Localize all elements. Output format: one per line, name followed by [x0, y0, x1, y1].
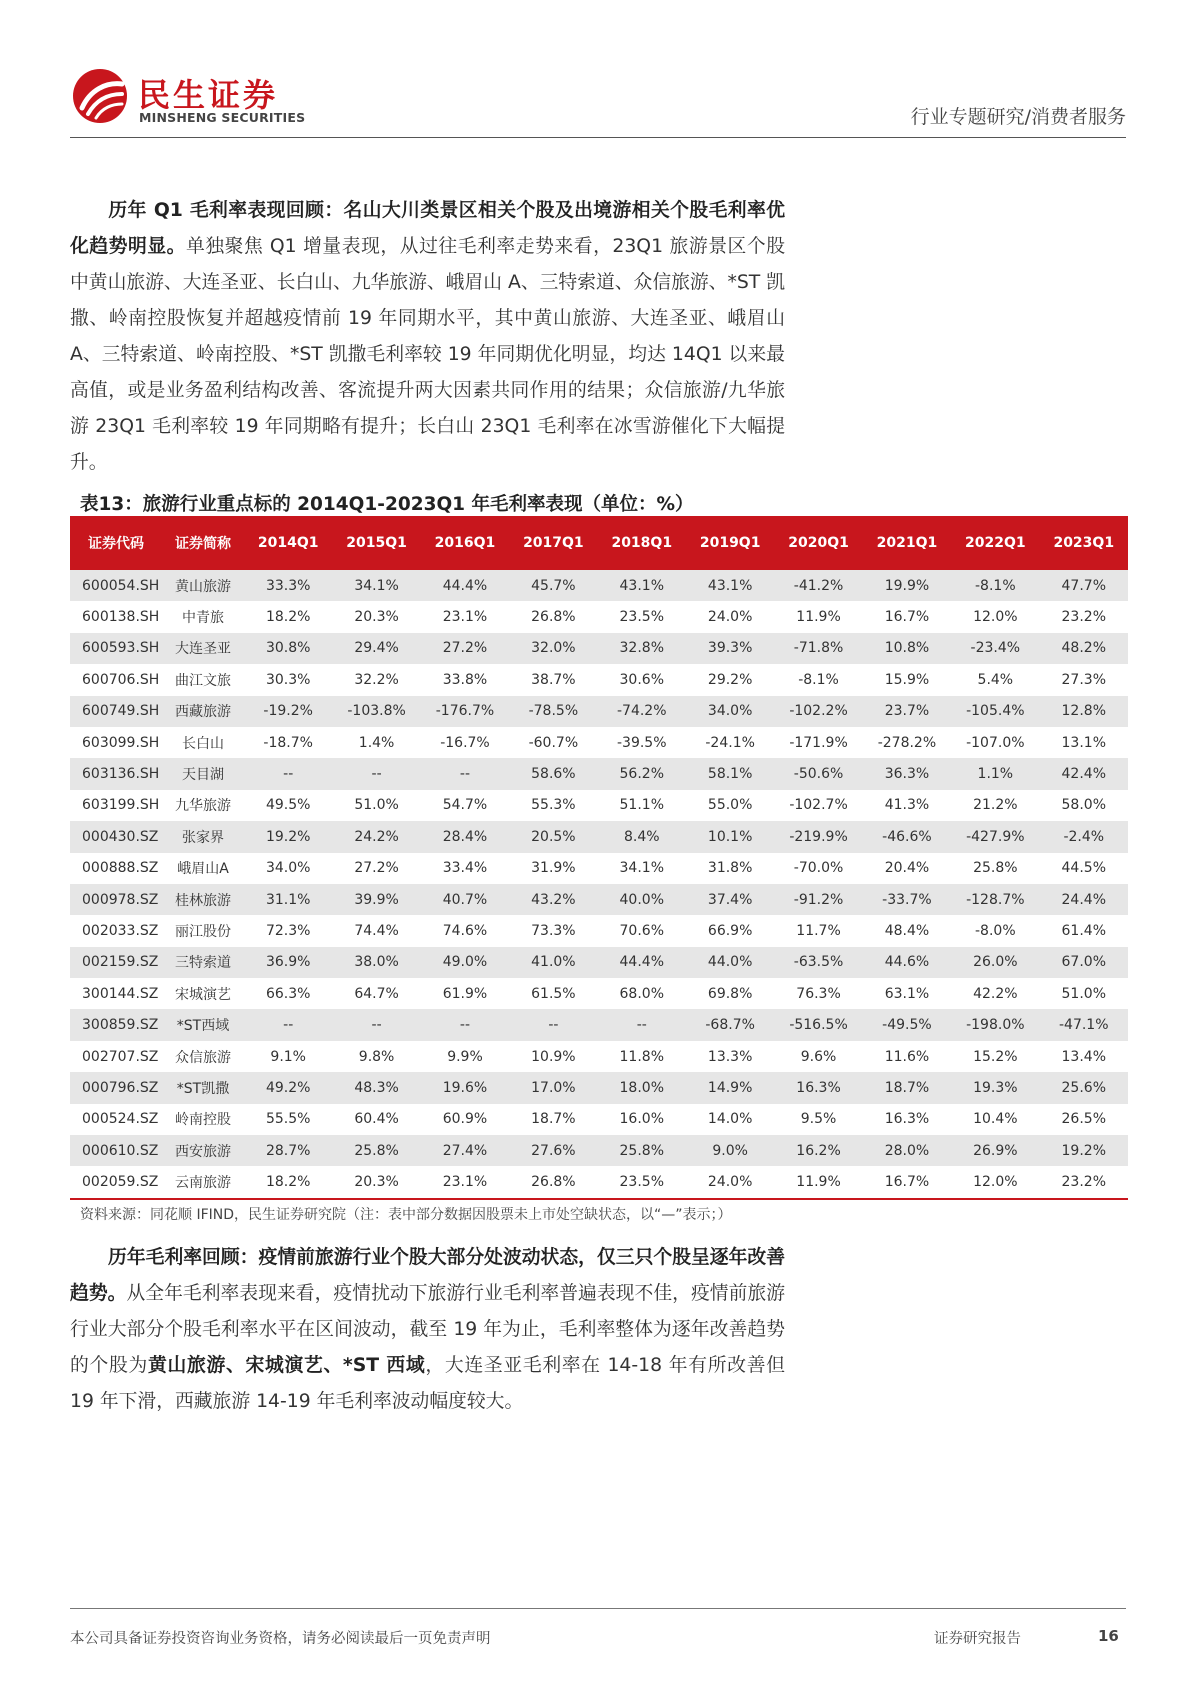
stock-name-cell: 曲江文旅 [175, 672, 231, 689]
stock-name-cell: *ST西域 [162, 1009, 244, 1040]
margin-value-cell: 28.4% [421, 821, 509, 852]
margin-value-cell: 11.9% [774, 1166, 862, 1198]
margin-value-cell: -8.0% [975, 922, 1016, 939]
margin-value-cell: 63.1% [884, 985, 930, 1002]
margin-value-cell: 23.2% [1061, 609, 1106, 626]
column-header: 证券简称 [162, 516, 244, 570]
margin-value-cell: 55.3% [531, 797, 576, 814]
stock-code-cell: 600593.SH [70, 633, 162, 664]
margin-value-cell: 25.8% [332, 1135, 420, 1166]
margin-value-cell: 39.3% [686, 633, 774, 664]
margin-value-cell: 26.8% [509, 1166, 597, 1198]
margin-value-cell: 23.1% [421, 1166, 509, 1198]
margin-value-cell: 40.0% [598, 884, 686, 915]
stock-code-cell: 000430.SZ [70, 821, 162, 852]
paragraph-highlight: 黄山旅游、宋城演艺、*ST 西域 [147, 1355, 426, 1376]
stock-code-cell: 000796.SZ [70, 1072, 162, 1103]
stock-name-cell: 丽江股份 [175, 923, 231, 940]
margin-value-cell: 45.7% [509, 570, 597, 601]
margin-value-cell: 61.4% [1061, 922, 1106, 939]
margin-value-cell: -102.2% [774, 696, 862, 727]
margin-value-cell: -63.5% [774, 947, 862, 978]
paragraph-lead: 历年毛利率回顾：疫情前旅游行业个股大部分处波动状态，仅三只个股呈逐年改善趋势。 [70, 1247, 785, 1304]
table-row [70, 1072, 1128, 1103]
table-row [70, 1041, 1128, 1072]
report-category: 行业专题研究/消费者服务 [910, 106, 1126, 128]
margin-value-cell: 10.1% [686, 821, 774, 852]
margin-value-cell: -- [421, 1009, 509, 1040]
margin-value-cell: 23.5% [619, 609, 664, 626]
margin-value-cell: -8.1% [951, 570, 1039, 601]
paragraph-body: 从全年毛利率表现来看，疫情扰动下旅游行业毛利率普遍表现不佳，疫情前旅游行业大部分个股毛利率水平在区间波动，截至 19 年为止，毛利率整体为逐年改善趋势的个股为 [70, 1283, 786, 1376]
table-row [70, 664, 1128, 695]
margin-value-cell: -198.0% [951, 1009, 1039, 1040]
margin-value-cell: 42.2% [973, 985, 1018, 1002]
margin-value-cell: 14.0% [707, 1111, 753, 1128]
stock-code-cell: 603099.SH [82, 734, 160, 751]
table-header-row [70, 516, 1128, 570]
margin-value-cell: 76.3% [796, 985, 841, 1002]
margin-value-cell: 34.1% [332, 570, 420, 601]
paragraph-annual-review [70, 1240, 785, 1420]
stock-code-cell: 002033.SZ [82, 922, 159, 939]
margin-value-cell: 31.1% [244, 884, 332, 915]
margin-value-cell: 12.0% [951, 1166, 1039, 1198]
margin-value-cell: 9.1% [270, 1048, 306, 1065]
margin-value-cell: 38.0% [332, 947, 420, 978]
margin-value-cell: 16.3% [884, 1111, 930, 1128]
margin-value-cell: 18.7% [863, 1072, 951, 1103]
stock-name-cell: 桂林旅游 [162, 884, 244, 915]
margin-value-cell: 30.8% [244, 633, 332, 664]
margin-value-cell: 33.8% [442, 671, 488, 688]
margin-value-cell: 58.0% [1061, 797, 1106, 814]
margin-value-cell: 19.6% [421, 1072, 509, 1103]
margin-value-cell: -8.1% [798, 671, 839, 688]
stock-code-cell: 600706.SH [82, 671, 160, 688]
margin-value-cell: -176.7% [421, 696, 509, 727]
margin-value-cell: -278.2% [877, 734, 937, 751]
stock-code-cell: 000888.SZ [82, 860, 159, 877]
margin-value-cell: 18.0% [598, 1072, 686, 1103]
margin-value-cell: 29.2% [707, 671, 753, 688]
margin-value-cell: 27.6% [509, 1135, 597, 1166]
stock-code-cell: 000978.SZ [70, 884, 162, 915]
column-header: 2023Q1 [1040, 516, 1128, 570]
margin-value-cell: 32.8% [598, 633, 686, 664]
margin-value-cell: 34.0% [686, 696, 774, 727]
footer-divider [70, 1608, 1126, 1609]
stock-name-cell: 西安旅游 [162, 1135, 244, 1166]
margin-value-cell: 13.1% [1061, 734, 1106, 751]
stock-code-cell: 600054.SH [70, 570, 162, 601]
margin-value-cell: 23.1% [442, 609, 488, 626]
stock-code-cell: 603136.SH [70, 758, 162, 789]
table-row [70, 601, 1128, 632]
table-row [70, 727, 1128, 758]
margin-value-cell: 31.8% [707, 860, 753, 877]
margin-value-cell: 11.9% [796, 609, 841, 626]
margin-value-cell: -78.5% [509, 696, 597, 727]
margin-value-cell: 44.0% [686, 947, 774, 978]
margin-value-cell: -74.2% [598, 696, 686, 727]
margin-value-cell: 25.8% [598, 1135, 686, 1166]
stock-code-cell: 300144.SZ [82, 985, 159, 1002]
margin-value-cell: 54.7% [442, 797, 488, 814]
margin-value-cell: 13.4% [1061, 1048, 1106, 1065]
margin-value-cell: -- [332, 758, 420, 789]
margin-value-cell: 23.5% [598, 1166, 686, 1198]
margin-value-cell: 32.0% [509, 633, 597, 664]
margin-value-cell: -60.7% [528, 734, 579, 751]
stock-name-cell: 宋城演艺 [175, 986, 231, 1003]
margin-value-cell: 72.3% [265, 922, 311, 939]
margin-value-cell: 26.8% [531, 609, 576, 626]
margin-value-cell: 66.3% [265, 985, 311, 1002]
margin-value-cell: 17.0% [509, 1072, 597, 1103]
margin-value-cell: -70.0% [793, 860, 844, 877]
margin-value-cell: 8.4% [598, 821, 686, 852]
margin-value-cell: 43.1% [686, 570, 774, 601]
table-row [70, 790, 1128, 821]
margin-value-cell: -128.7% [951, 884, 1039, 915]
stock-name-cell: 西藏旅游 [162, 696, 244, 727]
stock-code-cell: 000610.SZ [70, 1135, 162, 1166]
margin-value-cell: -41.2% [774, 570, 862, 601]
column-header: 2016Q1 [421, 516, 509, 570]
column-header: 2015Q1 [332, 516, 420, 570]
margin-value-cell: -- [421, 758, 509, 789]
margin-value-cell: 12.0% [973, 609, 1018, 626]
margin-value-cell: 44.4% [598, 947, 686, 978]
margin-value-cell: 16.2% [774, 1135, 862, 1166]
margin-value-cell: 41.0% [509, 947, 597, 978]
margin-value-cell: 10.8% [863, 633, 951, 664]
stock-code-cell: 002059.SZ [70, 1166, 162, 1198]
paragraph-q1-review [70, 193, 785, 481]
margin-value-cell: 68.0% [619, 985, 664, 1002]
table-row [70, 1104, 1128, 1135]
margin-value-cell: 44.6% [863, 947, 951, 978]
margin-value-cell: -- [244, 1009, 332, 1040]
stock-code-cell: 603199.SH [82, 797, 160, 814]
margin-value-cell: -- [332, 1009, 420, 1040]
margin-value-cell: 47.7% [1040, 570, 1128, 601]
margin-value-cell: -68.7% [686, 1009, 774, 1040]
margin-value-cell: 1.1% [951, 758, 1039, 789]
margin-value-cell: -47.1% [1040, 1009, 1128, 1040]
table-title: 表13：旅游行业重点标的 2014Q1-2023Q1 年毛利率表现（单位：%） [80, 494, 694, 515]
margin-value-cell: -107.0% [966, 734, 1025, 751]
margin-value-cell: 13.3% [707, 1048, 753, 1065]
column-header: 证券代码 [70, 516, 162, 570]
margin-value-cell: 56.2% [598, 758, 686, 789]
margin-value-cell: -105.4% [951, 696, 1039, 727]
margin-value-cell: 19.9% [863, 570, 951, 601]
margin-value-cell: -49.5% [863, 1009, 951, 1040]
margin-value-cell: 19.2% [1040, 1135, 1128, 1166]
margin-value-cell: -24.1% [705, 734, 755, 751]
margin-value-cell: 11.7% [796, 922, 841, 939]
margin-value-cell: 34.1% [619, 860, 664, 877]
margin-value-cell: 29.4% [332, 633, 420, 664]
margin-value-cell: 28.7% [244, 1135, 332, 1166]
margin-value-cell: -2.4% [1040, 821, 1128, 852]
brand-name-cn: 民生证券 [138, 76, 279, 114]
margin-value-cell: 67.0% [1040, 947, 1128, 978]
stock-name-cell: 众信旅游 [175, 1049, 231, 1066]
margin-value-cell: 70.6% [619, 922, 664, 939]
margin-value-cell: 30.6% [619, 671, 664, 688]
margin-value-cell: 33.4% [442, 860, 488, 877]
stock-name-cell: 峨眉山A [177, 861, 229, 878]
margin-value-cell: 18.7% [531, 1111, 576, 1128]
margin-value-cell: 24.4% [1040, 884, 1128, 915]
margin-value-cell: 16.0% [619, 1111, 664, 1128]
column-header: 2020Q1 [774, 516, 862, 570]
margin-value-cell: 28.0% [863, 1135, 951, 1166]
table-row [70, 915, 1128, 946]
margin-value-cell: 61.5% [531, 985, 576, 1002]
margin-value-cell: 25.8% [973, 860, 1018, 877]
margin-value-cell: 51.0% [1061, 985, 1106, 1002]
margin-value-cell: 34.0% [265, 860, 311, 877]
margin-value-cell: 26.5% [1061, 1111, 1106, 1128]
margin-value-cell: 55.5% [265, 1111, 311, 1128]
margin-value-cell: 18.2% [265, 609, 311, 626]
margin-value-cell: -50.6% [774, 758, 862, 789]
paragraph-lead: 历年 Q1 毛利率表现回顾：名山大川类景区相关个股及出境游相关个股毛利率优化趋势明显。 [70, 200, 785, 257]
margin-value-cell: 44.4% [421, 570, 509, 601]
column-header: 2019Q1 [686, 516, 774, 570]
margin-value-cell: 16.7% [863, 1166, 951, 1198]
margin-value-cell: 16.3% [774, 1072, 862, 1103]
margin-value-cell: 43.1% [598, 570, 686, 601]
column-header: 2014Q1 [244, 516, 332, 570]
margin-value-cell: 48.3% [332, 1072, 420, 1103]
page-number: 16 [1098, 1627, 1119, 1645]
brand-name-en: MINSHENG SECURITIES [139, 110, 306, 125]
margin-value-cell: 64.7% [354, 985, 399, 1002]
margin-value-cell: 14.9% [686, 1072, 774, 1103]
margin-value-cell: 20.3% [354, 609, 399, 626]
margin-value-cell: 11.8% [619, 1048, 664, 1065]
stock-name-cell: 大连圣亚 [162, 633, 244, 664]
margin-value-cell: 31.9% [531, 860, 576, 877]
margin-value-cell: 1.4% [358, 734, 395, 751]
table-row [70, 1166, 1128, 1198]
table-row [70, 570, 1128, 601]
margin-value-cell: 49.0% [421, 947, 509, 978]
margin-value-cell: 20.4% [884, 860, 930, 877]
margin-value-cell: 40.7% [421, 884, 509, 915]
header-divider [70, 137, 1126, 138]
stock-name-cell: 九华旅游 [175, 798, 231, 815]
margin-value-cell: 48.2% [1040, 633, 1128, 664]
table-source-note: 资料来源：同花顺 IFIND，民生证券研究院（注：表中部分数据因股票未上市处空缺状态，以“—”表示；） [80, 1207, 732, 1223]
column-header: 2022Q1 [951, 516, 1039, 570]
margin-value-cell: 27.4% [421, 1135, 509, 1166]
margin-value-cell: 23.7% [863, 696, 951, 727]
margin-value-cell: -219.9% [774, 821, 862, 852]
margin-value-cell: 19.2% [244, 821, 332, 852]
margin-value-cell: 58.1% [686, 758, 774, 789]
margin-value-cell: -19.2% [244, 696, 332, 727]
stock-name-cell: 中青旅 [182, 610, 224, 627]
margin-value-cell: -102.7% [789, 797, 848, 814]
table-row [70, 1009, 1128, 1040]
stock-code-cell: 600138.SH [82, 609, 160, 626]
margin-value-cell: 9.9% [447, 1048, 483, 1065]
margin-value-cell: 41.3% [884, 797, 930, 814]
margin-value-cell: -39.5% [616, 734, 667, 751]
margin-value-cell: 30.3% [265, 671, 311, 688]
table-row [70, 758, 1128, 789]
footer-report-type: 证券研究报告 [934, 1631, 1021, 1647]
column-header: 2021Q1 [863, 516, 951, 570]
margin-value-cell: 24.0% [707, 609, 753, 626]
margin-value-cell: 58.6% [509, 758, 597, 789]
margin-value-cell: 74.4% [354, 922, 399, 939]
margin-value-cell: -- [244, 758, 332, 789]
margin-value-cell: 73.3% [531, 922, 576, 939]
table-row [70, 696, 1128, 727]
page-header [70, 62, 1126, 140]
margin-value-cell: 60.4% [354, 1111, 399, 1128]
stock-code-cell: 600749.SH [70, 696, 162, 727]
margin-value-cell: 27.3% [1061, 671, 1106, 688]
margin-value-cell: -516.5% [774, 1009, 862, 1040]
margin-value-cell: 36.9% [244, 947, 332, 978]
stock-name-cell: 天目湖 [162, 758, 244, 789]
margin-value-cell: 32.2% [354, 671, 399, 688]
table-row [70, 884, 1128, 915]
margin-value-cell: -33.7% [863, 884, 951, 915]
margin-value-cell: -23.4% [951, 633, 1039, 664]
margin-value-cell: 9.6% [800, 1048, 837, 1065]
margin-value-cell: 37.4% [686, 884, 774, 915]
stock-code-cell: 000524.SZ [82, 1111, 159, 1128]
stock-name-cell: 张家界 [162, 821, 244, 852]
margin-value-cell: 26.0% [951, 947, 1039, 978]
stock-name-cell: 云南旅游 [162, 1166, 244, 1198]
stock-name-cell: *ST凯撒 [162, 1072, 244, 1103]
stock-code-cell: 002159.SZ [70, 947, 162, 978]
margin-value-cell: 11.6% [884, 1048, 930, 1065]
margin-value-cell: 15.2% [973, 1048, 1018, 1065]
gross-margin-table [70, 516, 1128, 1200]
margin-value-cell: 20.3% [332, 1166, 420, 1198]
margin-value-cell: 60.9% [442, 1111, 488, 1128]
stock-name-cell: 三特索道 [162, 947, 244, 978]
margin-value-cell: 43.2% [509, 884, 597, 915]
margin-value-cell: -16.7% [440, 734, 490, 751]
margin-value-cell: 55.0% [707, 797, 753, 814]
margin-value-cell: 49.2% [244, 1072, 332, 1103]
table-row [70, 633, 1128, 664]
margin-value-cell: 21.2% [973, 797, 1018, 814]
margin-value-cell: 36.3% [863, 758, 951, 789]
margin-value-cell: 27.2% [354, 860, 399, 877]
margin-value-cell: -- [509, 1009, 597, 1040]
margin-value-cell: 12.8% [1040, 696, 1128, 727]
margin-value-cell: 9.0% [686, 1135, 774, 1166]
margin-value-cell: 20.5% [509, 821, 597, 852]
stock-code-cell: 002707.SZ [82, 1048, 159, 1065]
margin-value-cell: 39.9% [332, 884, 420, 915]
margin-value-cell: -103.8% [332, 696, 420, 727]
margin-value-cell: 15.9% [884, 671, 930, 688]
stock-code-cell: 300859.SZ [70, 1009, 162, 1040]
margin-value-cell: 18.2% [244, 1166, 332, 1198]
margin-value-cell: 42.4% [1040, 758, 1128, 789]
margin-value-cell: 10.4% [973, 1111, 1018, 1128]
margin-value-cell: -- [598, 1009, 686, 1040]
margin-value-cell: 24.0% [686, 1166, 774, 1198]
margin-value-cell: 5.4% [977, 671, 1014, 688]
column-header: 2018Q1 [598, 516, 686, 570]
margin-value-cell: 23.2% [1040, 1166, 1128, 1198]
margin-value-cell: 10.9% [531, 1048, 576, 1065]
stock-name-cell: 长白山 [182, 735, 224, 752]
stock-name-cell: 岭南控股 [175, 1112, 231, 1129]
column-header: 2017Q1 [509, 516, 597, 570]
margin-value-cell: 51.0% [354, 797, 399, 814]
margin-value-cell: -71.8% [774, 633, 862, 664]
table-row [70, 978, 1128, 1009]
margin-value-cell: 16.7% [884, 609, 930, 626]
margin-value-cell: 33.3% [244, 570, 332, 601]
margin-value-cell: 24.2% [332, 821, 420, 852]
table-row [70, 1135, 1128, 1166]
margin-value-cell: 66.9% [707, 922, 753, 939]
margin-value-cell: 9.8% [358, 1048, 395, 1065]
footer-disclaimer: 本公司具备证券投资咨询业务资格，请务必阅读最后一页免责声明 [70, 1631, 491, 1647]
table-body [70, 570, 1128, 1199]
margin-value-cell: 74.6% [442, 922, 488, 939]
margin-value-cell: -171.9% [789, 734, 848, 751]
margin-value-cell: 44.5% [1061, 860, 1106, 877]
margin-value-cell: 49.5% [265, 797, 311, 814]
minsheng-logo-icon [72, 68, 128, 124]
margin-value-cell: 38.7% [531, 671, 576, 688]
margin-value-cell: 69.8% [707, 985, 753, 1002]
table-row [70, 821, 1128, 852]
margin-value-cell: 25.6% [1040, 1072, 1128, 1103]
margin-value-cell: -91.2% [774, 884, 862, 915]
margin-value-cell: 61.9% [442, 985, 488, 1002]
margin-value-cell: 26.9% [951, 1135, 1039, 1166]
margin-value-cell: 9.5% [800, 1111, 837, 1128]
margin-value-cell: 48.4% [884, 922, 930, 939]
margin-value-cell: 27.2% [421, 633, 509, 664]
margin-value-cell: -18.7% [263, 734, 313, 751]
table-row [70, 853, 1128, 884]
paragraph-body-end: ，大连圣亚毛利率在 14-18 年有所改善但 19 年下滑，西藏旅游 14-19 年毛利率波动幅度较大。 [70, 1355, 785, 1412]
margin-value-cell: -427.9% [951, 821, 1039, 852]
paragraph-body: 单独聚焦 Q1 增量表现，从过往毛利率走势来看，23Q1 旅游景区个股中黄山旅游、大连圣亚、长白山、九华旅游、峨眉山 A、三特索道、众信旅游、*ST 凯撒、岭南控股恢复并超越疫情前 19 年同期水平，其中黄山旅游、大连圣亚、峨眉山 A、三特索道、岭南控股、*ST 凯撒毛利率较 19 年同期优化明显，均达 14Q1 以来最高值，或是业务盈利结构改善、客流提升两大因素共同作用的结果；众信旅游/九华旅游 23Q1 毛利率较 19 年同期略有提升；长白山 23Q1 毛利率在冰雪游催化下大幅提升。 [70, 236, 785, 473]
table-row [70, 947, 1128, 978]
margin-value-cell: -46.6% [863, 821, 951, 852]
margin-value-cell: 19.3% [951, 1072, 1039, 1103]
stock-name-cell: 黄山旅游 [162, 570, 244, 601]
margin-value-cell: 51.1% [619, 797, 664, 814]
